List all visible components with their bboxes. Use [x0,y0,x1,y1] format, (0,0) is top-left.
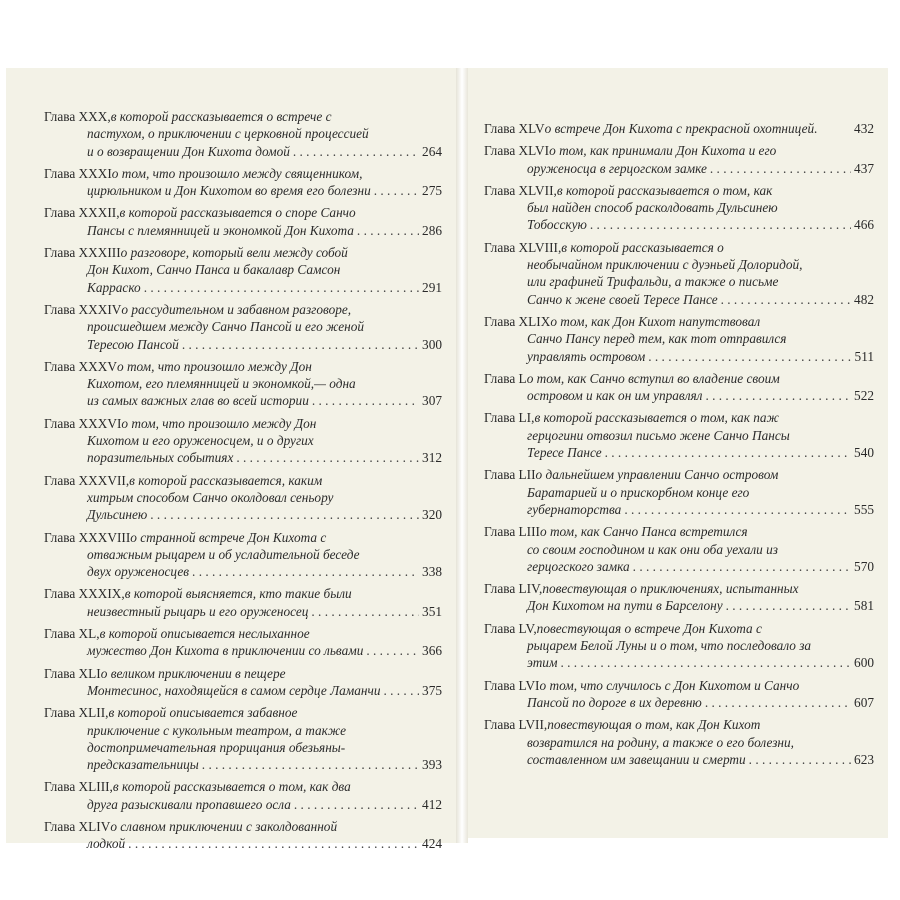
page-number: 466 [854,217,874,233]
page-number: 351 [422,603,442,619]
toc-entry [484,142,874,177]
toc-entry-line [484,654,874,671]
toc-entry-line [44,563,442,580]
leader-dots [357,222,419,239]
toc-entry [44,625,442,660]
leader-dots [624,501,851,518]
chapter-number: Глава XXXIX, [44,586,125,602]
leader-dots [590,216,851,233]
page-number: 623 [854,751,874,767]
chapter-title-continued: Пансой по дороге в их деревню [527,694,702,710]
chapter-title-continued: поразительных событиях [87,450,234,466]
chapter-title-continued: происшедшем между Санчо Пансой и его женой [87,319,365,335]
leader-dots [236,449,419,466]
chapter-title: о рассудительном и забавном разговоре, [121,301,352,317]
chapter-number: Глава LIV, [484,581,543,597]
chapter-title: о славном приключении с заколдованной [110,818,338,834]
page-number: 366 [422,643,442,659]
toc-entry-line [484,620,874,637]
chapter-title-continued: Санчо к жене своей Тересе Пансе [527,291,718,307]
chapter-title-continued: островом и как он им управлял [527,388,703,404]
toc-entry-line [484,694,874,711]
toc-entry-line [44,318,442,335]
toc-entry [44,301,442,353]
chapter-title: о странной встрече Дон Кихота с [130,529,327,545]
toc-entry [484,466,874,518]
toc-entry-line [484,387,874,404]
chapter-title-continued: цирюльником и Дон Кихотом во время его болезни [87,183,371,199]
toc-entry-line [44,358,442,375]
chapter-title: в которой рассказывается о том, как паж [534,410,779,426]
chapter-title: в которой описывается забавное [108,705,298,721]
toc-entry-line [484,751,874,768]
page-number: 412 [422,796,442,812]
leader-dots [560,654,851,671]
chapter-title-continued: приключение с кукольным театром, а также [87,722,346,738]
chapter-title: в которой рассказывается о том, как [556,182,773,198]
chapter-number: Глава XLIX [484,313,551,329]
page-number: 291 [422,279,442,295]
leader-dots [705,694,851,711]
leader-dots [366,642,419,659]
toc-entry-line [484,273,874,290]
page-number: 307 [422,393,442,409]
toc-entry-line [44,279,442,296]
chapter-title-continued: отважным рыцарем и об усладительной беседе [87,546,360,562]
page-number: 286 [422,222,442,238]
page-number: 600 [854,655,874,671]
chapter-title: в которой рассказывается, каким [129,472,323,488]
chapter-title-continued: герцогского замка [527,558,630,574]
chapter-title: о том, что произошло между Дон [121,415,317,431]
toc-entry-line [44,336,442,353]
chapter-title: о том, как Санчо вступил во владение своим [526,370,780,386]
chapter-title: повествующая о приключениях, испытанных [542,581,799,597]
chapter-title: повествующая о том, как Дон Кихот [547,717,761,733]
toc-entry-line [484,409,874,426]
leader-dots [294,796,419,813]
chapter-title: о великом приключении в пещере [100,665,286,681]
chapter-title-continued: двух оруженосцев [87,564,190,580]
toc-entry [44,665,442,700]
toc-entry-line [44,778,442,795]
leader-dots [705,387,851,404]
toc-entry-line [44,835,442,852]
toc-entry-line [484,313,874,330]
toc-entry [44,415,442,467]
chapter-title: в которой рассказывается о встрече с [110,109,332,124]
toc-entry [484,523,874,575]
chapter-number: Глава XLVII, [484,182,557,198]
chapter-title-continued: Баратарией и о прискорбном конце его [527,484,750,500]
toc-entry [484,620,874,672]
chapter-title-continued: Монтесинос, находящейся в самом сердце Ламанчи [87,682,381,698]
toc-entry [484,716,874,768]
toc-entry-line [44,108,442,125]
chapter-number: Глава LI, [484,410,535,426]
chapter-number: Глава LIII [484,524,540,540]
chapter-number: Глава XLIV [44,818,111,834]
toc-entry-line [484,427,874,444]
chapter-title: о том, что произошло между священником, [111,165,363,181]
toc-entry-line [44,529,442,546]
chapter-title-continued: Дон Кихот, Санчо Панса и бакалавр Самсон [87,262,341,278]
chapter-number: Глава LVI [484,677,540,693]
toc-entry-line [484,523,874,540]
leader-dots [182,336,419,353]
page-number: 540 [854,445,874,461]
leader-dots [312,392,419,409]
toc-entry-line [44,182,442,199]
chapter-number: Глава XXXIV [44,301,122,317]
chapter-title: о том, как принимали Дон Кихота и его [549,143,777,159]
chapter-title-continued: герцогини отвозил письмо жене Санчо Пансы [527,427,790,443]
page-number: 264 [422,143,442,159]
chapter-title-continued: мужество Дон Кихота в приключении со львами [87,643,364,659]
page-number: 437 [854,160,874,176]
page-number: 375 [422,682,442,698]
chapter-title: в которой рассказывается о [561,239,724,255]
toc-entry-line [44,665,442,682]
chapter-title: в которой описывается неслыханное [99,626,310,642]
toc-entry-line [44,125,442,142]
chapter-number: Глава XXXVII, [44,472,130,488]
page-number: 432 [854,121,874,136]
chapter-number: Глава XXXV [44,358,117,374]
toc-entry [44,778,442,813]
chapter-title-continued: из самых важных глав во всей истории [87,393,309,409]
leader-dots [710,160,851,177]
toc-entry-line [484,160,874,177]
toc-entry [44,108,442,160]
toc-entry-line [44,244,442,261]
toc-entry-line [484,484,874,501]
toc-entry-line [44,642,442,659]
chapter-title-continued: достопримечательная прорицания обезьяны- [87,739,346,755]
chapter-number: Глава L [484,370,527,386]
chapter-number: Глава LV, [484,620,537,636]
toc-entry [44,165,442,200]
toc-entry [484,370,874,405]
chapter-title-continued: этим [527,655,558,671]
leader-dots [150,506,419,523]
chapter-title-continued: губернаторства [527,501,622,517]
chapter-title: в которой рассказывается о споре Санчо [119,205,356,221]
chapter-number: Глава XXXII, [44,205,120,221]
toc-entry-line [44,585,442,602]
chapter-title-continued: составленном им завещании и смерти [527,751,746,767]
leader-dots [648,348,851,365]
toc-entry-line [484,716,874,733]
toc-entry-line [44,204,442,221]
chapter-title-continued: хитрым способом Санчо околдовал сеньору [87,489,334,505]
toc-entry-line [484,142,874,159]
toc-entry-line [44,722,442,739]
toc-entry-line [484,677,874,694]
chapter-title-continued: Кихотом и его оруженосцем, и о других [87,433,314,449]
leader-dots [311,603,419,620]
left-page [6,68,456,852]
toc-entry-line [44,625,442,642]
right-page [468,68,888,838]
chapter-title-continued: был найден способ расколдовать Дульсинею [527,200,778,216]
chapter-title: о разговоре, который вели между собой [120,245,348,261]
leader-dots [605,444,851,461]
toc-entry-line [484,541,874,558]
chapter-title-continued: оруженосца в герцогском замке [527,160,707,176]
toc-entry-line [484,597,874,614]
chapter-number: Глава XXXIII [44,245,121,261]
page-number: 312 [422,450,442,466]
chapter-title-continued: или графиней Трифальди, а также о письме [527,274,779,290]
chapter-number: Глава LVII, [484,717,548,733]
chapter-title-continued: рыцарем Белой Луны и о том, что последовало за [527,638,812,654]
toc-entry-line [44,261,442,278]
chapter-number: Глава XL, [44,626,100,642]
toc-entry [44,244,442,296]
book-gutter [456,68,468,843]
chapter-title-continued: предсказательницы [87,757,199,773]
toc-entry-line [44,472,442,489]
page-number: 555 [854,501,874,517]
page-number: 275 [422,183,442,199]
toc-entry [44,204,442,239]
chapter-title-continued: управлять островом [527,348,646,364]
leader-dots [721,291,851,308]
toc-entry-line [44,143,442,160]
chapter-title: повествующая о встрече Дон Кихота с [536,620,762,636]
toc-entry-line [44,818,442,835]
toc-entry-line [484,734,874,751]
leader-dots [293,143,419,160]
chapter-title: в которой рассказывается о том, как два [112,779,351,795]
toc-entry-line [484,558,874,575]
chapter-title: в которой выясняется, кто такие были [124,586,352,602]
chapter-number: Глава XXXVI [44,415,122,431]
chapter-title: о том, что случилось с Дон Кихотом и Санчо [539,677,800,693]
toc-entry [484,313,874,365]
page-number: 522 [854,388,874,404]
toc-entry-line [44,739,442,756]
chapter-number: Глава XLVI [484,143,550,159]
chapter-number: Глава XLIII, [44,779,113,795]
page-number: 424 [422,836,442,852]
toc-entry-line [44,165,442,182]
chapter-title-continued: возвратился на родину, а также о его болезни, [527,734,794,750]
chapter-title: о том, как Дон Кихот напутствовал [550,313,761,329]
leader-dots [192,563,419,580]
toc-entry-line [44,704,442,721]
toc-entry-line [44,432,442,449]
toc-entry-line [484,348,874,365]
toc-entry [484,409,874,461]
toc-entry-line [44,506,442,523]
toc-entry-line [484,637,874,654]
toc-entry-line [484,291,874,308]
leader-dots [128,835,419,852]
chapter-title: о дальнейшем управлении Санчо островом [535,467,779,483]
toc-entry-line [484,216,874,233]
chapter-title-continued: неизвестный рыцарь и его оруженосец [87,603,309,619]
chapter-title-continued: Карраско [87,279,141,295]
chapter-number: Глава XLI [44,665,101,681]
chapter-title-continued: Тересою Пансой [87,336,179,352]
toc-entry-line [44,301,442,318]
leader-dots [383,682,419,699]
chapter-number: Глава XLVIII, [484,239,562,255]
toc-entry [484,182,874,234]
chapter-title-continued: пастухом, о приключении с церковной процессией [87,126,369,142]
toc-entry [484,239,874,308]
chapter-title-continued: друга разыскивали пропавшего осла [87,796,291,812]
page-number: 511 [854,348,874,364]
toc-entry-line [484,444,874,461]
toc-entry [44,585,442,620]
toc-entry-line [484,239,874,256]
chapter-title-continued: лодкой [87,836,126,852]
chapter-title-continued: Санчо Пансу перед тем, как тот отправился [527,331,787,347]
leader-dots [633,558,851,575]
page-number: 393 [422,757,442,773]
leader-dots [749,751,851,768]
chapter-title-continued: Тересе Пансе [527,445,602,461]
toc-entry-line [484,120,874,137]
toc-entry-line [484,501,874,518]
chapter-title-continued: и о возвращении Дон Кихота домой [87,143,290,159]
leader-dots [726,597,851,614]
toc-entry [484,580,874,615]
toc-entry-line [484,330,874,347]
chapter-number: Глава XXXI [44,165,112,181]
toc-entry [484,677,874,712]
toc-entry-line [44,603,442,620]
toc-entry [44,472,442,524]
toc-entry [484,120,874,137]
chapter-number: Глава XXX, [44,109,111,124]
toc-entry-line [44,415,442,432]
toc-entry-line [484,199,874,216]
leader-dots [202,756,419,773]
toc-entry-line [44,449,442,466]
chapter-title-continued: необычайном приключении с дуэньей Долоридой, [527,257,803,273]
chapter-title-continued: Кихотом, его племянницей и экономкой,— одна [87,376,356,392]
chapter-number: Глава XLII, [44,705,109,721]
chapter-title: о встрече Дон Кихота с прекрасной охотницей. [544,121,818,136]
toc-entry [44,704,442,773]
chapter-title-continued: Дон Кихотом на пути в Барселону [527,598,723,614]
page-number: 338 [422,564,442,580]
page-number: 300 [422,336,442,352]
chapter-number: Глава LII [484,467,536,483]
toc-entry-line [484,580,874,597]
chapter-number: Глава XLV [484,121,545,136]
page-number: 482 [854,291,874,307]
chapter-title-continued: со своим господином и как они оба уехали из [527,541,778,557]
chapter-title-continued: Пансы с племянницей и экономкой Дон Кихота [87,222,354,238]
toc-entry-line [44,222,442,239]
toc-entry-line [44,489,442,506]
chapter-title-continued: Дульсинею [87,507,148,523]
chapter-title: о том, как Санчо Панса встретился [539,524,748,540]
toc-entry-line [484,466,874,483]
toc-entry-line [44,392,442,409]
toc-entry-line [484,370,874,387]
toc-entry-line [44,375,442,392]
page-number: 570 [854,558,874,574]
toc-entry-line [44,796,442,813]
toc-entry-line [44,682,442,699]
toc-entry-line [484,182,874,199]
toc-entry-line [44,756,442,773]
chapter-title-continued: Тобосскую [527,217,587,233]
toc-entry-line [44,546,442,563]
toc-entry [44,529,442,581]
toc-entry-line [484,256,874,273]
leader-dots [144,279,419,296]
page-number: 320 [422,507,442,523]
chapter-title: о том, что произошло между Дон [116,358,312,374]
page-number: 607 [854,694,874,710]
toc-entry [44,358,442,410]
toc-entry [44,818,442,853]
chapter-number: Глава XXXVIII [44,529,131,545]
page-number: 581 [854,598,874,614]
leader-dots [374,182,419,199]
